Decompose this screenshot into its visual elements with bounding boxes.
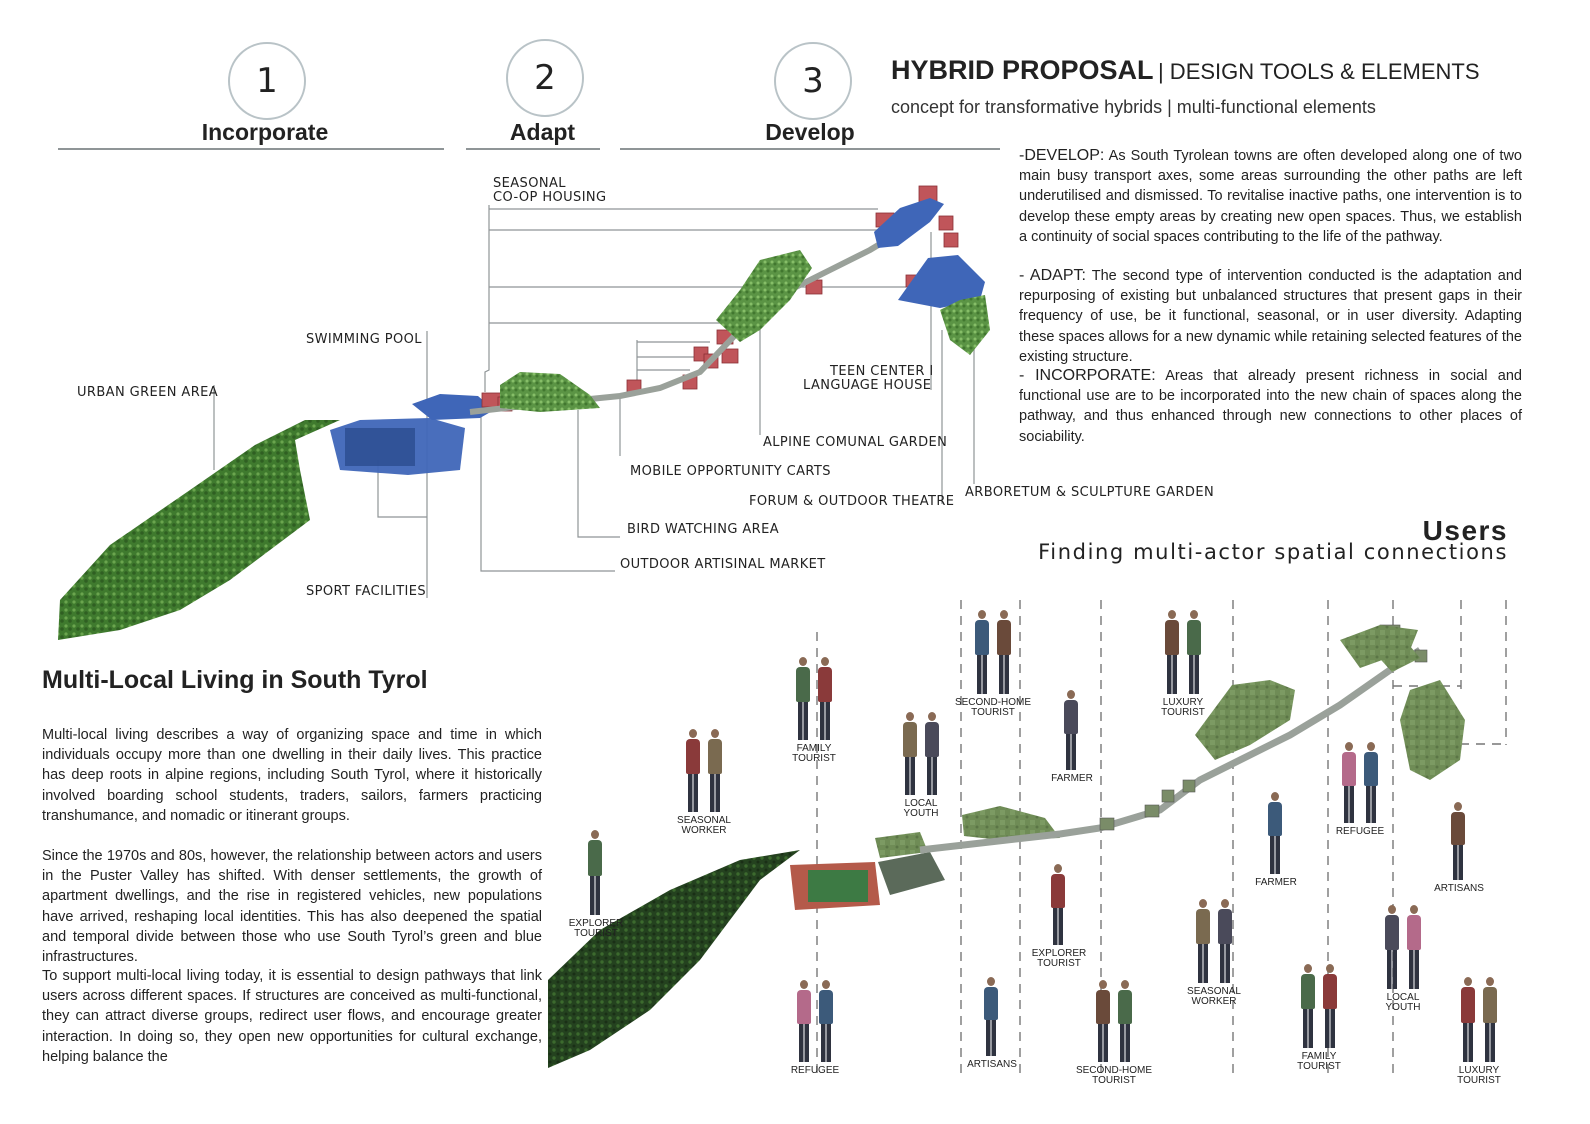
phase-1-number: 1 [228,42,306,120]
person-silhouette [1299,964,1317,1048]
person-silhouette [1163,610,1181,694]
user-label-line-1: FAMILY [1301,1051,1337,1062]
person-silhouette [1405,905,1423,989]
user-figure-luxury-tourist [1159,608,1207,694]
develop-lead: -DEVELOP: [1019,147,1105,164]
adapt-lead: - ADAPT: [1019,267,1086,284]
incorporate-lead: - INCORPORATE: [1019,367,1156,384]
aerial-parcel-1 [1195,680,1295,760]
user-label [1064,1066,1164,1086]
phase-1-label: Incorporate [201,119,329,145]
title-suffix: | DESIGN TOOLS & ELEMENTS [1157,59,1480,84]
user-label-line-1: LOCAL [1386,992,1420,1003]
user-label [1226,878,1326,888]
user-figure-artisans [968,975,1016,1056]
users-title: Users [1422,515,1508,546]
user-label-line-2: TOURIST [574,928,618,939]
user-figure-family-tourist [1295,962,1343,1048]
user-label-line-2: TOURIST [971,707,1015,718]
label-forum: FORUM & OUTDOOR THEATRE [749,494,955,509]
user-label [943,698,1043,718]
user-label [1429,1066,1529,1086]
article-paragraph-2: Since the 1970s and 80s, however, the relationship between actors and users in the Puster Valley has shifted. With denser settlements, the growth of apartment dwellings, and the rise in registered vehicles, new populations have arrived, reshaping local identities. This has also deepened the spatial and temporal divide between those who use South Tyrol’s green and blue infrastructures. [42,848,542,966]
user-label [765,1066,865,1076]
user-label-line-1: EXPLORER [1031,948,1087,959]
user-figure-second-home-tourist [1090,978,1138,1062]
incorporate-text: Areas that already present richness in social and functional use are to be incorporated into the new chain of spaces along the pathway, and thus enhanced through new connections to other places of sociability. [1019,368,1522,445]
user-label-line-2: YOUTH [1385,1002,1421,1013]
person-silhouette [1362,742,1380,823]
phase-3-label: Develop [765,119,855,145]
user-label-line-2: TOURIST [792,753,836,764]
user-label-line-1: REFUGEE [790,1065,840,1076]
person-silhouette [923,712,941,795]
user-label-line-2: WORKER [1191,996,1237,1007]
person-silhouette [794,657,812,740]
article-title: Multi-Local Living in South Tyrol [42,666,428,694]
user-label-line-2: WORKER [681,825,727,836]
user-label-line-2: TOURIST [1092,1075,1136,1086]
page-subtitle: concept for transformative hybrids | multi-functional elements [891,97,1376,117]
user-figure-local-youth [1379,903,1427,989]
person-silhouette [973,610,991,694]
user-label [1164,987,1264,1007]
develop-text: As South Tyrolean towns are often developed along one of two main busy transport axes, some areas surrounding the other paths are left underutilised and dismissed. To revitalise inactive paths, one intervention is to develop these empty areas by creating new open spaces. Thus, we establish a continuity of social spaces contributing to the life of the pathway. [1019,148,1522,245]
person-silhouette [1481,977,1499,1062]
user-label [1022,774,1122,784]
person-silhouette [816,657,834,740]
person-silhouette [995,610,1013,694]
user-label-line-1: LOCAL [904,798,938,809]
person-silhouette [1062,690,1080,770]
user-label-line-2: TOURIST [1161,707,1205,718]
person-silhouette [817,980,835,1062]
person-silhouette [901,712,919,795]
user-label [1409,884,1509,894]
user-label-line-1: FAMILY [796,743,832,754]
person-silhouette [1116,980,1134,1062]
user-label-line-1: SECOND-HOME [1075,1065,1153,1076]
user-label [654,816,754,836]
person-silhouette [1185,610,1203,694]
person-silhouette [1266,792,1284,874]
phase-2-number: 2 [506,39,584,117]
user-figure-luxury-tourist [1455,975,1503,1062]
article-paragraph-3: To support multi-local living today, it is essential to design pathways that link users across different spaces. If structures are conceived as multi-functional, they can attract diverse groups, redirect user flows, and encourage greater interaction. In doing so, they open new opportunities for cultural exchange, helping balance the [42,968,542,1065]
person-silhouette [1094,980,1112,1062]
person-silhouette [706,729,724,812]
label-sport-facilities: SPORT FACILITIES [306,584,427,599]
person-silhouette [1340,742,1358,823]
label-swimming-pool: SWIMMING POOL [306,332,422,347]
person-silhouette [1216,899,1234,983]
label-arboretum: ARBORETUM & SCULPTURE GARDEN [965,485,1215,500]
user-label [1310,827,1410,837]
user-label-line-1: SEASONAL [677,815,731,826]
person-silhouette [1049,864,1067,945]
phase-3-number: 3 [774,42,852,120]
user-figure-family-tourist [790,655,838,740]
user-figure-seasonal-worker [1190,897,1238,983]
user-label [1133,698,1233,718]
user-label-line-1: LUXURY [1162,697,1204,708]
user-label-line-2: TOURIST [1297,1061,1341,1072]
user-figure-refugee [791,978,839,1062]
article-paragraph-1: Multi-local living describes a way of organizing space and time in which individuals occupy more than one dwelling in their daily lives. This practice has deep roots in alpine regions, including South Tyrol, where it historically involved boarding school students, traders, sailors, farmers practicing transhumance, and nomadic or itinerant groups. [42,727,542,824]
person-silhouette [1194,899,1212,983]
user-label-line-2: YOUTH [903,808,939,819]
person-silhouette [795,980,813,1062]
user-label [871,799,971,819]
person-silhouette [586,830,604,915]
label-seasonal-housing-1: SEASONAL [493,176,566,191]
label-seasonal-housing-2: CO-OP HOUSING [493,190,607,205]
user-label-line-1: FARMER [1051,773,1093,784]
user-figure-artisans [1435,800,1483,880]
user-label-line-1: SEASONAL [1187,986,1241,997]
person-silhouette [1449,802,1467,880]
adapt-text: The second type of intervention conducted is the adaptation and repurposing of existing but unbalanced structures that present gaps in their frequency of use, be it functional, seasonal, or in user diversity. Adapting these spaces allows for a new dynamic while retaining selected features of the existing structure. [1019,268,1523,365]
user-label [942,1060,1042,1070]
person-silhouette [684,729,702,812]
person-silhouette [1383,905,1401,989]
user-label-line-1: ARTISANS [1434,883,1484,894]
label-artisinal-market: OUTDOOR ARTISINAL MARKET [620,557,826,572]
label-teen-center-1: TEEN CENTER I [830,364,934,379]
user-figure-farmer [1048,688,1096,770]
user-figure-refugee [1336,740,1384,823]
label-alpine-garden: ALPINE COMUNAL GARDEN [763,435,948,450]
user-label-line-1: SECOND-HOME [954,697,1032,708]
user-figure-local-youth [897,710,945,795]
user-label-line-1: EXPLORER [568,918,624,929]
user-figure-explorer-tourist [572,828,620,915]
phase-2-label: Adapt [509,119,576,145]
title-main: HYBRID PROPOSAL [891,55,1154,85]
user-label-line-2: TOURIST [1037,958,1081,969]
user-label-line-1: LUXURY [1458,1065,1500,1076]
user-label [1009,949,1109,969]
person-silhouette [982,977,1000,1056]
user-label [1353,993,1453,1013]
user-label-line-1: FARMER [1255,877,1297,888]
label-mobile-carts: MOBILE OPPORTUNITY CARTS [630,464,831,479]
user-label-line-1: ARTISANS [967,1059,1017,1070]
users-subtitle: Finding multi-actor spatial connections [1038,540,1508,564]
user-label [546,919,646,939]
label-bird-watching: BIRD WATCHING AREA [627,522,779,537]
person-silhouette [1321,964,1339,1048]
user-figure-second-home-tourist [969,608,1017,694]
label-urban-green: URBAN GREEN AREA [77,385,219,400]
user-figure-seasonal-worker [680,727,728,812]
user-label-line-2: TOURIST [1457,1075,1501,1086]
aerial-parcel-2 [1400,680,1465,780]
label-teen-center-2: LANGUAGE HOUSE [803,378,932,393]
user-figure-explorer-tourist [1035,862,1083,945]
user-label-line-1: REFUGEE [1335,826,1385,837]
user-figure-farmer [1252,790,1300,874]
user-label [1269,1052,1369,1072]
person-silhouette [1459,977,1477,1062]
user-label [764,744,864,764]
